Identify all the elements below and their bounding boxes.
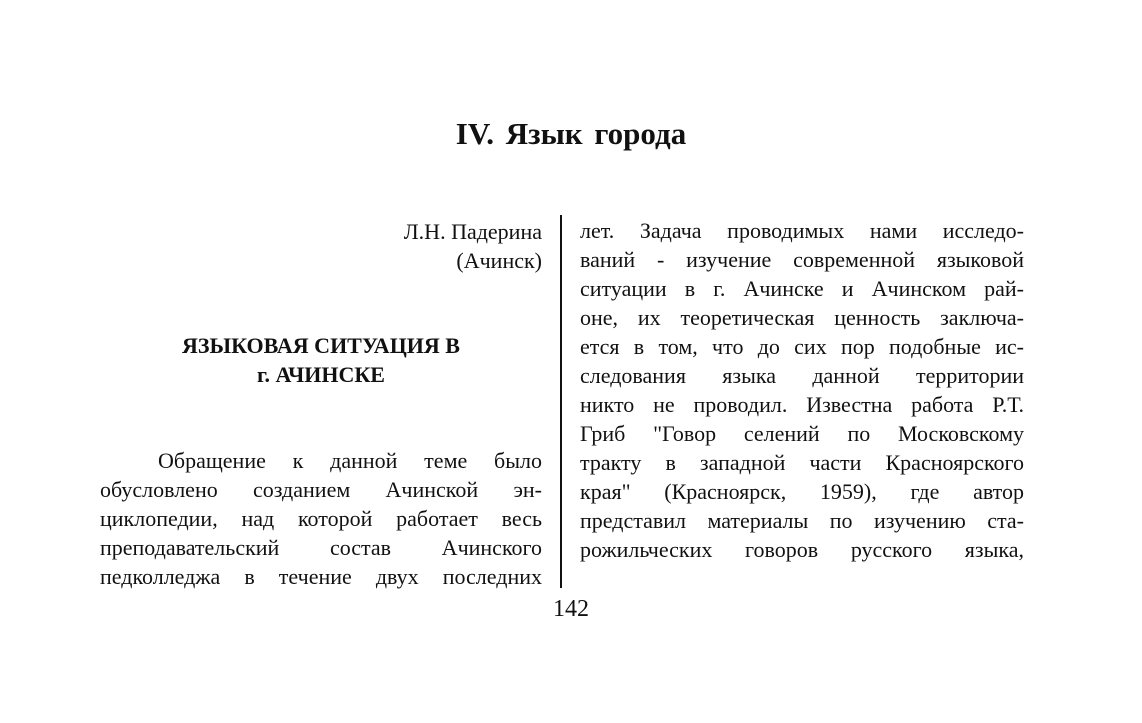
text-line: края" (Красноярск, 1959), где автор: [580, 479, 1024, 504]
author-city: (Ачинск): [456, 248, 542, 273]
text-line: ваний - изучение современной языковой: [580, 247, 1024, 272]
author-name: Л.Н. Падерина: [403, 219, 542, 244]
text-line: рожильческих говоров русского языка,: [580, 537, 1024, 562]
text-line: циклопедии, над которой работает весь: [100, 506, 542, 531]
text-line: ется в том, что до сих пор подобные ис-: [580, 334, 1024, 359]
text-line: Гриб "Говор селений по Московскому: [580, 421, 1024, 446]
text-line: представил материалы по изучению ста-: [580, 508, 1024, 533]
text-line: обусловлено созданием Ачинской эн-: [100, 477, 542, 502]
text-line: лет. Задача проводимых нами исследо-: [580, 218, 1024, 243]
article-title-line: г. АЧИНСКЕ: [257, 362, 385, 387]
text-line: тракту в западной части Красноярского: [580, 450, 1024, 475]
left-text-column: [100, 446, 542, 591]
text-line: Обращение к данной теме было: [158, 448, 542, 473]
text-line: ситуации в г. Ачинске и Ачинском рай-: [580, 276, 1024, 301]
right-text-column: [580, 216, 1024, 564]
text-line: никто не проводил. Известна работа Р.Т.: [580, 392, 1024, 417]
text-line: следования языка данной территории: [580, 363, 1024, 388]
text-line: педколледжа в течение двух последних: [100, 564, 542, 589]
column-divider: [560, 215, 562, 588]
article-title: [100, 331, 542, 389]
text-line: преподавательский состав Ачинского: [100, 535, 542, 560]
text-line: оне, их теоретическая ценность заключа-: [580, 305, 1024, 330]
author-block: [300, 217, 542, 275]
chapter-title: IV. Язык города: [455, 116, 687, 151]
page-number: 142: [553, 596, 589, 622]
article-title-line: ЯЗЫКОВАЯ СИТУАЦИЯ В: [182, 333, 460, 358]
